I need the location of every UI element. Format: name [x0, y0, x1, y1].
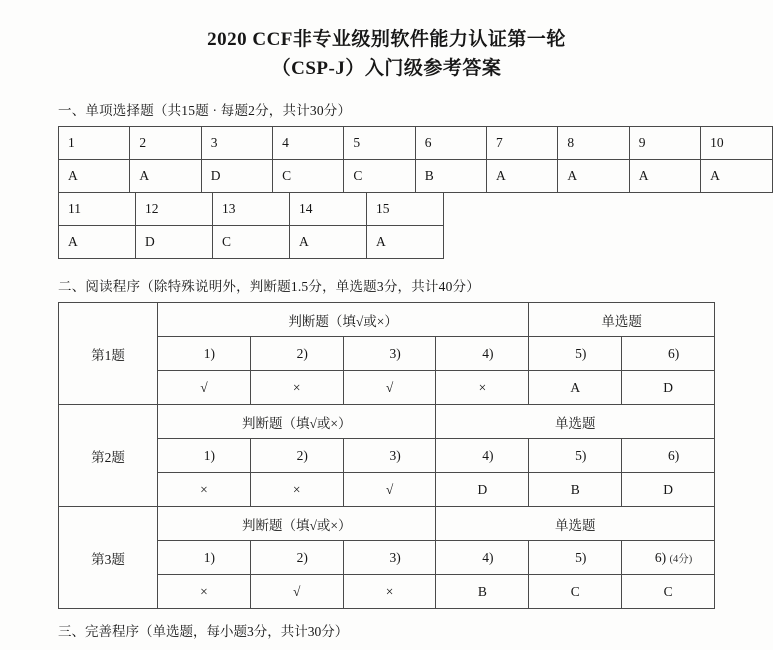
- answer-cell: A: [487, 160, 558, 193]
- table-row: [59, 507, 715, 541]
- sub-index: 5): [529, 541, 622, 575]
- sub-index: 3): [343, 337, 436, 371]
- answer-cell: D: [436, 473, 529, 507]
- table-row: [59, 575, 715, 609]
- judge-group-header: 判断题（填√或×）: [158, 405, 436, 439]
- question-number: 6: [415, 127, 486, 160]
- sub-index: 2): [250, 337, 343, 371]
- title-line-2: （CSP-J）入门级参考答案: [271, 57, 502, 79]
- answer-cell: A: [558, 160, 629, 193]
- sub-index: 3): [343, 541, 436, 575]
- sub-index: 1): [158, 439, 251, 473]
- answer-cell: ×: [436, 371, 529, 405]
- section-1-heading: 一、单项选择题（共15题 · 每题2分，共计30分）: [58, 103, 352, 118]
- table-row: [59, 303, 715, 337]
- sub-index-label: 6): [654, 549, 667, 565]
- answer-cell: √: [158, 371, 251, 405]
- answer-cell: A: [130, 160, 201, 193]
- section-1-table-part-1: [58, 126, 773, 193]
- sub-index: 5): [529, 439, 622, 473]
- answer-cell: C: [344, 160, 415, 193]
- question-label: 第1题: [59, 303, 158, 405]
- choice-group-header: 单选题: [436, 405, 715, 439]
- section-1-table-part-2: [58, 192, 444, 259]
- sub-index: 5): [529, 337, 622, 371]
- sub-index-with-note: [622, 541, 715, 575]
- answer-cell: C: [213, 226, 290, 259]
- table-row: [59, 541, 715, 575]
- question-number: 13: [213, 193, 290, 226]
- sub-index: 2): [250, 439, 343, 473]
- table-row: [59, 226, 444, 259]
- answer-cell: ×: [250, 473, 343, 507]
- answer-cell: B: [436, 575, 529, 609]
- question-number: 15: [367, 193, 444, 226]
- question-number: 2: [130, 127, 201, 160]
- question-number: 4: [273, 127, 344, 160]
- sub-index: 6): [622, 337, 715, 371]
- question-number: 3: [201, 127, 272, 160]
- question-number: 11: [59, 193, 136, 226]
- judge-group-header: 判断题（填√或×）: [158, 507, 436, 541]
- answer-cell: C: [622, 575, 715, 609]
- answer-cell: √: [343, 371, 436, 405]
- answer-cell: A: [701, 160, 773, 193]
- question-number: 7: [487, 127, 558, 160]
- answer-cell: C: [529, 575, 622, 609]
- answer-cell: A: [367, 226, 444, 259]
- sub-index: 1): [158, 337, 251, 371]
- question-label: 第3题: [59, 507, 158, 609]
- choice-group-header: 单选题: [529, 303, 715, 337]
- answer-cell: B: [529, 473, 622, 507]
- answer-cell: ×: [250, 371, 343, 405]
- question-number: 9: [629, 127, 700, 160]
- answer-cell: D: [622, 371, 715, 405]
- section-2-heading: 二、阅读程序（除特殊说明外，判断题1.5分，单选题3分，共计40分）: [58, 279, 480, 294]
- answer-cell: A: [629, 160, 700, 193]
- judge-group-header: 判断题（填√或×）: [158, 303, 529, 337]
- choice-group-header: 单选题: [436, 507, 715, 541]
- title-line-1: 2020 CCF非专业级别软件能力认证第一轮: [207, 29, 566, 50]
- question-number: 5: [344, 127, 415, 160]
- question-number: 10: [701, 127, 773, 160]
- answer-cell: A: [59, 226, 136, 259]
- table-row: [59, 337, 715, 371]
- sub-index: 2): [250, 541, 343, 575]
- sub-index: 4): [436, 439, 529, 473]
- sub-index: 6): [622, 439, 715, 473]
- answer-cell: ×: [343, 575, 436, 609]
- answer-cell: D: [201, 160, 272, 193]
- table-row: [59, 160, 773, 193]
- question-number: 12: [136, 193, 213, 226]
- sub-index: 4): [436, 541, 529, 575]
- answer-cell: ×: [158, 575, 251, 609]
- section-2-table: [58, 302, 715, 609]
- question-label: 第2题: [59, 405, 158, 507]
- table-row: [59, 371, 715, 405]
- table-row: [59, 127, 773, 160]
- sub-index: 3): [343, 439, 436, 473]
- answer-cell: D: [136, 226, 213, 259]
- sub-index: 1): [158, 541, 251, 575]
- answer-cell: √: [250, 575, 343, 609]
- answer-cell: A: [529, 371, 622, 405]
- answer-cell: B: [415, 160, 486, 193]
- question-number: 1: [59, 127, 130, 160]
- answer-cell: ×: [158, 473, 251, 507]
- score-note: (4分): [669, 553, 693, 565]
- sub-index: 4): [436, 337, 529, 371]
- table-row: [59, 473, 715, 507]
- answer-cell: A: [59, 160, 130, 193]
- question-number: 14: [290, 193, 367, 226]
- question-number: 8: [558, 127, 629, 160]
- answer-cell: D: [622, 473, 715, 507]
- answer-cell: C: [273, 160, 344, 193]
- table-row: [59, 405, 715, 439]
- table-row: [59, 439, 715, 473]
- answer-cell: A: [290, 226, 367, 259]
- table-row: [59, 193, 444, 226]
- section-3-heading: 三、完善程序（单选题，每小题3分，共计30分）: [58, 624, 349, 639]
- answer-cell: √: [343, 473, 436, 507]
- document-title: [0, 0, 773, 83]
